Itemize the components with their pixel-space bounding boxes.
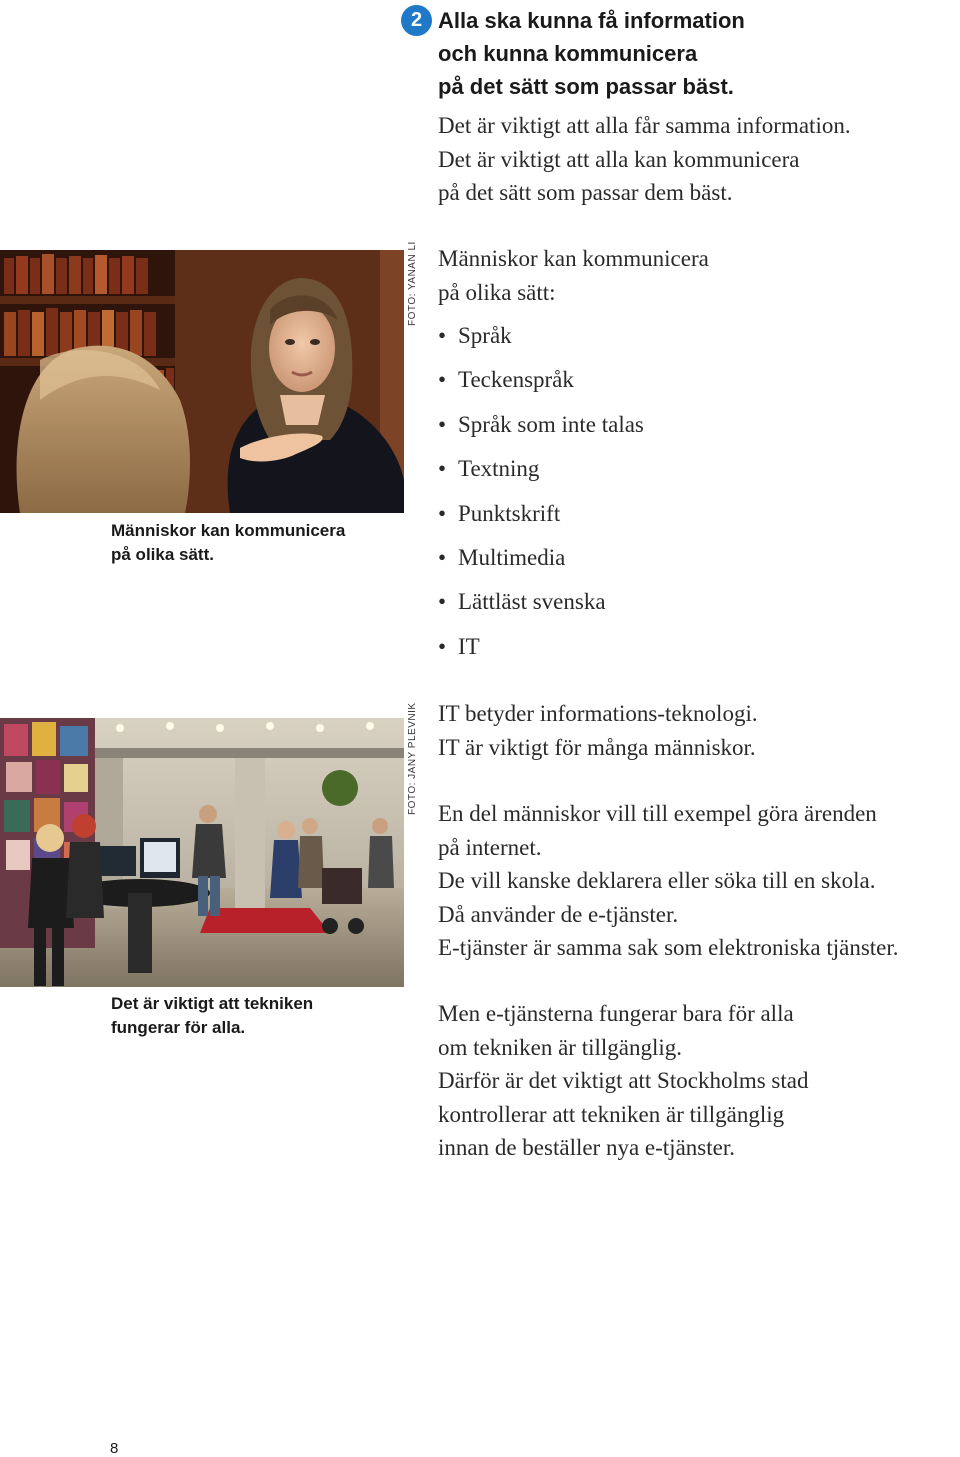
section-number-badge: 2 bbox=[401, 5, 432, 36]
bullet-icon: • bbox=[438, 323, 447, 348]
paragraph-line: kontrollerar att tekniken är tillgänglig bbox=[438, 1101, 785, 1127]
photo-caption bbox=[111, 992, 313, 1040]
photo-sign-language bbox=[0, 250, 404, 513]
photo-library-terminals bbox=[0, 718, 404, 987]
photo-credit: FOTO: JANY PLEVNIK bbox=[407, 702, 418, 815]
paragraph-line: Därför är det viktigt att Stockholms stad bbox=[438, 1068, 809, 1093]
caption-line: fungerar för alla. bbox=[111, 1018, 246, 1037]
list-item: • Textning bbox=[438, 447, 644, 491]
heading-line: Alla ska kunna få information bbox=[438, 8, 745, 33]
ways-list bbox=[438, 314, 644, 669]
paragraph-line: En del människor vill till exempel göra ärenden bbox=[438, 801, 877, 826]
caption-line: Det är viktigt att tekniken bbox=[111, 994, 314, 1013]
it-paragraph bbox=[438, 697, 758, 764]
bullet-icon: • bbox=[438, 500, 447, 526]
bullet-icon: • bbox=[438, 544, 447, 570]
paragraph-line: på internet. bbox=[438, 834, 542, 860]
paragraph-line: Då använder de e-tjänster. bbox=[438, 901, 679, 927]
paragraph-line: Det är viktigt att alla kan kommunicera bbox=[438, 146, 800, 172]
bullet-icon: • bbox=[438, 411, 447, 437]
paragraph-line: om tekniken är tillgänglig. bbox=[438, 1034, 683, 1060]
photo-library-terminals-image bbox=[0, 718, 404, 987]
paragraph-line: innan de beställer nya e-tjänster. bbox=[438, 1135, 735, 1160]
accessibility-paragraph bbox=[438, 997, 808, 1165]
list-item: • Lättläst svenska bbox=[438, 580, 644, 624]
bullet-icon: • bbox=[438, 367, 447, 393]
bullet-icon: • bbox=[438, 456, 447, 482]
section-heading bbox=[438, 4, 938, 103]
list-item: • Teckenspråk bbox=[438, 358, 644, 402]
heading-line: på det sätt som passar bäst. bbox=[438, 74, 734, 99]
heading-line: och kunna kommunicera bbox=[438, 41, 698, 66]
photo-credit: FOTO: YANAN LI bbox=[407, 241, 418, 326]
intro-paragraph bbox=[438, 109, 851, 210]
list-item: • IT bbox=[438, 625, 644, 669]
list-item: • Punktskrift bbox=[438, 492, 644, 536]
paragraph-line: Det är viktigt att alla får samma information. bbox=[438, 113, 851, 138]
paragraph-line: E-tjänster är samma sak som elektroniska tjänster. bbox=[438, 935, 899, 960]
paragraph-line: Människor kan kommunicera bbox=[438, 246, 709, 271]
photo-caption bbox=[111, 519, 345, 567]
ways-intro bbox=[438, 242, 709, 309]
paragraph-line: IT betyder informations-teknologi. bbox=[438, 701, 758, 726]
caption-line: Människor kan kommunicera bbox=[111, 521, 346, 540]
etjanster-paragraph bbox=[438, 797, 899, 965]
bullet-icon: • bbox=[438, 589, 447, 615]
list-item: • Språk som inte talas bbox=[438, 403, 644, 447]
paragraph-line: på det sätt som passar dem bäst. bbox=[438, 180, 733, 205]
paragraph-line: på olika sätt: bbox=[438, 279, 556, 305]
bullet-icon: • bbox=[438, 633, 447, 659]
paragraph-line: IT är viktigt för många människor. bbox=[438, 734, 756, 760]
page-number: 8 bbox=[110, 1440, 119, 1457]
list-item: • Multimedia bbox=[438, 536, 644, 580]
caption-line: på olika sätt. bbox=[111, 545, 214, 564]
paragraph-line: De vill kanske deklarera eller söka till en skola. bbox=[438, 868, 876, 893]
paragraph-line: Men e-tjänsterna fungerar bara för alla bbox=[438, 1001, 794, 1026]
photo-sign-language-image bbox=[0, 250, 404, 513]
list-item: • Språk bbox=[438, 314, 644, 358]
